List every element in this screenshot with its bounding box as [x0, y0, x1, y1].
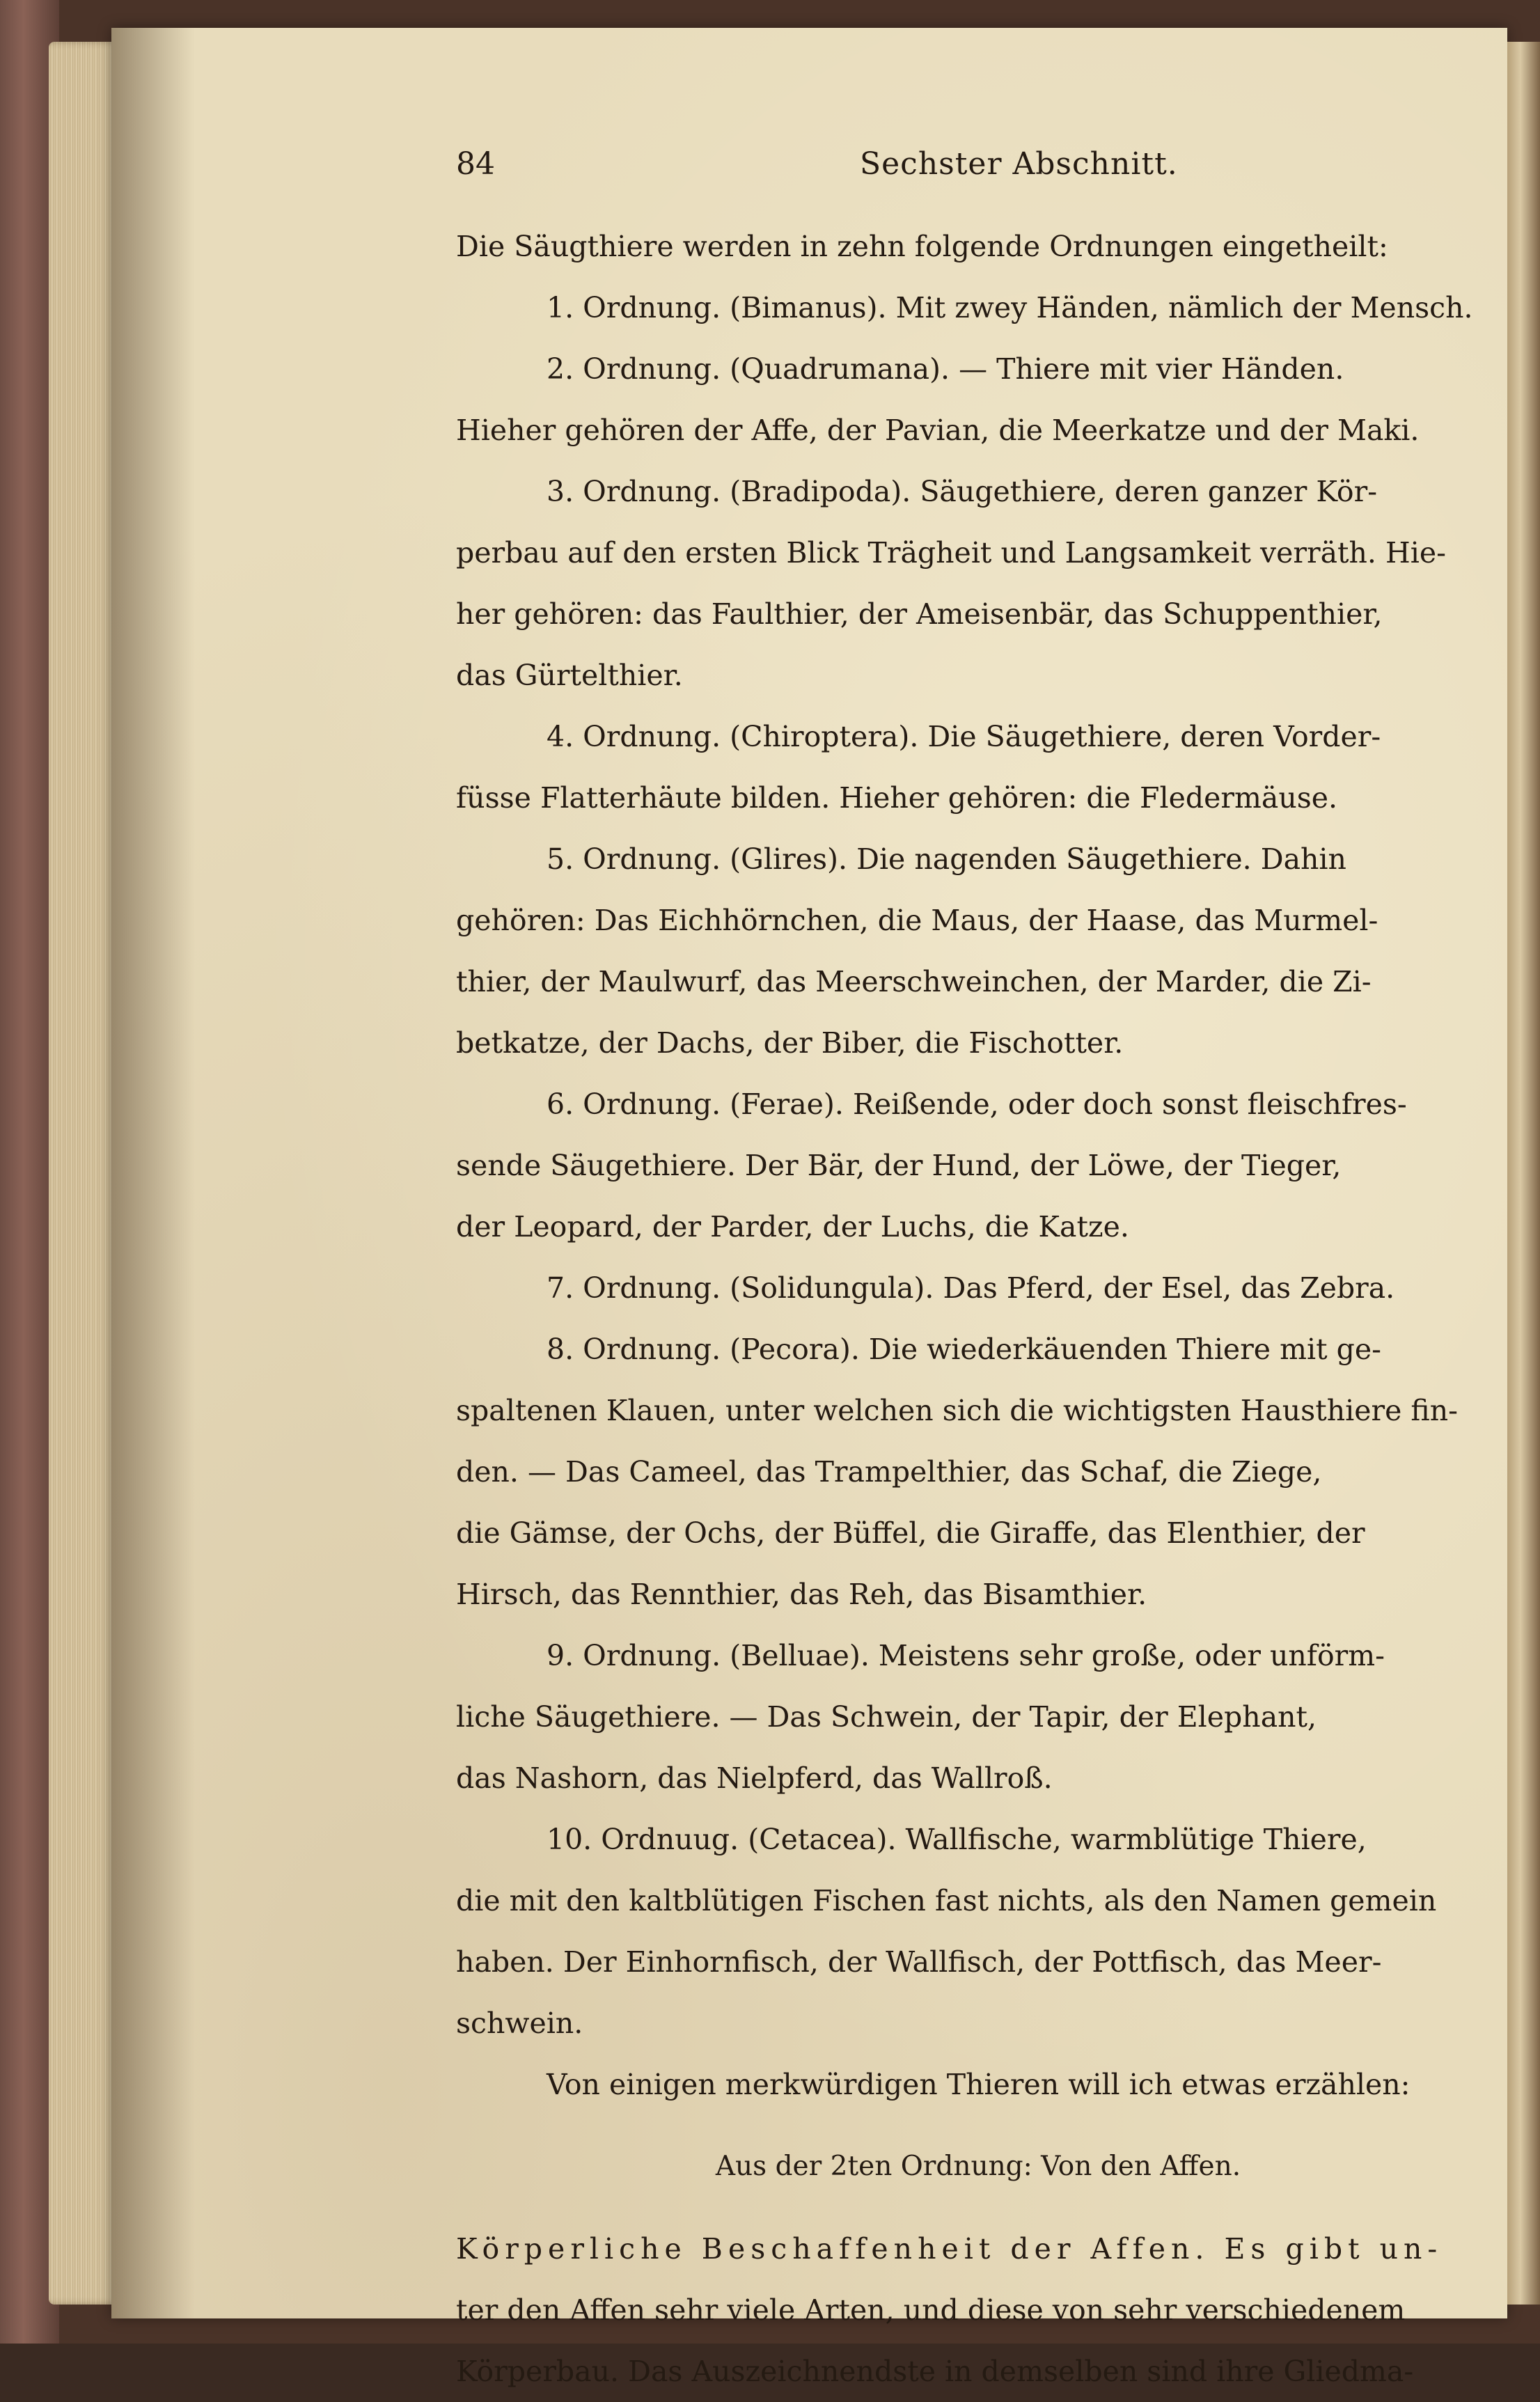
page-block-edges	[49, 42, 118, 2305]
text-line: den. — Das Cameel, das Trampelthier, das Schaf, die Ziege,	[456, 1455, 1322, 1489]
next-page-edge	[1507, 42, 1540, 2305]
text-line: betkatze, der Dachs, der Biber, die Fischotter.	[456, 1026, 1124, 1060]
text-line: 8. Ordnung. (Pecora). Die wiederkäuenden Thiere mit ge-	[547, 1333, 1381, 1366]
gutter-shadow	[111, 28, 195, 2318]
text-line: füsse Flatterhäute bilden. Hieher gehören: die Fledermäuse.	[456, 781, 1338, 815]
text-line: 9. Ordnung. (Belluae). Meistens sehr große, oder unförm-	[547, 1639, 1385, 1672]
running-head: Sechster Abschnitt.	[860, 146, 1178, 182]
text-line: 5. Ordnung. (Glires). Die nagenden Säugethiere. Dahin	[547, 842, 1346, 876]
text-line: 7. Ordnung. (Solidungula). Das Pferd, der Esel, das Zebra.	[547, 1271, 1395, 1305]
text-line: 6. Ordnung. (Ferae). Reißende, oder doch sonst fleischfres-	[547, 1088, 1407, 1121]
text-line: das Nashorn, das Nielpferd, das Wallroß.	[456, 1761, 1053, 1795]
text-line: Hieher gehören der Affe, der Pavian, die Meerkatze und der Maki.	[456, 414, 1420, 447]
text-line: die mit den kaltblütigen Fischen fast nichts, als den Namen gemein	[456, 1884, 1437, 1917]
page-text	[456, 125, 1500, 2402]
text-line: 3. Ordnung. (Bradipoda). Säugethiere, deren ganzer Kör-	[547, 475, 1378, 508]
section-title: Aus der 2ten Ordnung: Von den Affen.	[715, 2151, 1241, 2182]
text-line: sende Säugethiere. Der Bär, der Hund, der Löwe, der Tieger,	[456, 1149, 1342, 1182]
text-line: gehören: Das Eichhörnchen, die Maus, der Haase, das Murmel-	[456, 904, 1378, 937]
text-line: liche Säugethiere. — Das Schwein, der Tapir, der Elephant,	[456, 1700, 1317, 1734]
text-line: Von einigen merkwürdigen Thieren will ich etwas erzählen:	[547, 2068, 1411, 2101]
text-line: Körperbau. Das Auszeichnendste in demselben sind ihre Gliedma-	[456, 2355, 1414, 2388]
text-line: her gehören: das Faulthier, der Ameisenbär, das Schuppenthier,	[456, 597, 1383, 631]
intro-line: Die Säugthiere werden in zehn folgende Ordnungen eingetheilt:	[456, 230, 1388, 263]
text-line: thier, der Maulwurf, das Meerschweinchen, der Marder, die Zi-	[456, 965, 1372, 998]
text-line: 2. Ordnung. (Quadrumana). — Thiere mit vier Händen.	[547, 352, 1344, 386]
text-line: Körperliche Beschaffenheit der Affen. Es gibt un-	[456, 2232, 1443, 2266]
page-number: 84	[456, 146, 495, 182]
text-line: das Gürtelthier.	[456, 659, 683, 692]
text-line: die Gämse, der Ochs, der Büffel, die Giraffe, das Elenthier, der	[456, 1516, 1365, 1550]
text-line: 4. Ordnung. (Chiroptera). Die Säugethiere, deren Vorder-	[547, 720, 1381, 753]
text-line: 10. Ordnuug. (Cetacea). Wallfische, warmblütige Thiere,	[547, 1823, 1367, 1856]
text-line: der Leopard, der Parder, der Luchs, die Katze.	[456, 1210, 1129, 1243]
text-line: ter den Affen sehr viele Arten, und diese von sehr verschiedenem	[456, 2293, 1406, 2327]
text-line: 1. Ordnung. (Bimanus). Mit zwey Händen, nämlich der Mensch.	[547, 291, 1473, 324]
text-line: Hirsch, das Rennthier, das Reh, das Bisamthier.	[456, 1578, 1147, 1611]
text-line: schwein.	[456, 2007, 583, 2040]
text-line: perbau auf den ersten Blick Trägheit und Langsamkeit verräth. Hie-	[456, 536, 1446, 570]
page-header	[456, 125, 1500, 209]
text-line: haben. Der Einhornfisch, der Wallfisch, der Pottfisch, das Meer-	[456, 1945, 1382, 1979]
text-line: spaltenen Klauen, unter welchen sich die wichtigsten Hausthiere fin-	[456, 1394, 1458, 1427]
